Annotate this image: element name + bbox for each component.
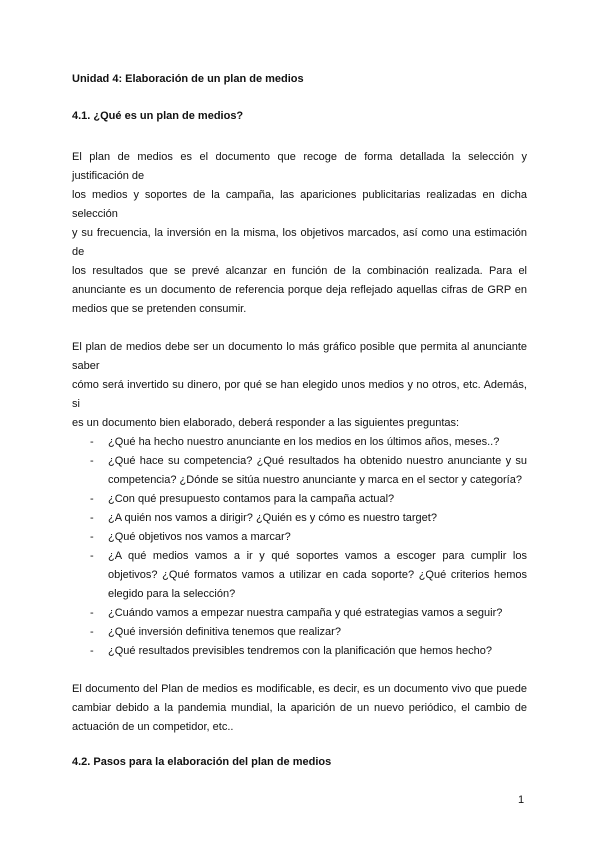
text-line: El plan de medios debe ser un documento lo más gráfico posible que permita al anunciante (72, 341, 527, 353)
text-line: El plan de medios es el documento que recoge de forma detallada la selección y (72, 151, 527, 163)
text-line: y su frecuencia, la inversión en la misma, los objetivos marcados, así como una estimación (72, 227, 527, 239)
bullet-dash: - (90, 512, 94, 524)
bullet-dash: - (90, 607, 94, 619)
text-line: El documento del Plan de medios es modificable, es decir, es un documento vivo que puede (72, 683, 527, 695)
text-line: anunciante es un documento de referencia porque deja reflejado aquellas cifras de GRP en (72, 284, 527, 296)
text-line: los resultados que se prevé alcanzar en función de la combinación realizada. Para el (72, 265, 527, 277)
text-line: justificación de (72, 170, 145, 182)
text-line: cómo será invertido su dinero, por qué se han elegido unos medios y no otros, etc. Además, (72, 379, 527, 391)
text-line: actuación de un competidor, etc.. (72, 721, 234, 733)
list-item-continuation: objetivos? ¿Qué formatos vamos a utilizar en cada soporte? ¿Qué criterios hemos (108, 569, 527, 581)
bullet-dash: - (90, 531, 94, 543)
bullet-dash: - (90, 645, 94, 657)
unit-title: Unidad 4: Elaboración de un plan de medios (72, 73, 304, 85)
list-item: ¿A qué medios vamos a ir y qué soportes vamos a escoger para cumplir los (108, 550, 527, 562)
bullet-dash: - (90, 436, 94, 448)
text-line: saber (72, 360, 100, 372)
list-item: ¿A quién nos vamos a dirigir? ¿Quién es y cómo es nuestro target? (108, 512, 437, 524)
list-item-continuation: elegido para la selección? (108, 588, 236, 600)
list-item: ¿Qué objetivos nos vamos a marcar? (108, 531, 291, 543)
list-item: ¿Con qué presupuesto contamos para la campaña actual? (108, 493, 395, 505)
page-number: 1 (518, 794, 525, 806)
section-heading-4-2: 4.2. Pasos para la elaboración del plan de medios (72, 756, 332, 768)
list-item: ¿Qué resultados previsibles tendremos con la planificación que hemos hecho? (108, 645, 492, 657)
text-line: si (72, 398, 80, 410)
bullet-dash: - (90, 493, 94, 505)
list-item-continuation: competencia? ¿Dónde se sitúa nuestro anunciante y marca en el sector y categoría? (108, 474, 522, 486)
section-heading-4-1: 4.1. ¿Qué es un plan de medios? (72, 110, 244, 122)
list-item: ¿Qué hace su competencia? ¿Qué resultados ha obtenido nuestro anunciante y su (108, 455, 527, 467)
bullet-dash: - (90, 455, 94, 467)
bullet-dash: - (90, 626, 94, 638)
list-item: ¿Cuándo vamos a empezar nuestra campaña y qué estrategias vamos a seguir? (108, 607, 503, 619)
list-item: ¿Qué inversión definitiva tenemos que realizar? (108, 626, 341, 638)
text-line: los medios y soportes de la campaña, las apariciones publicitarias realizadas en dicha (72, 189, 527, 201)
text-line: de (72, 246, 85, 258)
text-line: selección (72, 208, 118, 220)
bullet-dash: - (90, 550, 94, 562)
text-line: medios que se pretenden consumir. (72, 303, 247, 315)
list-item: ¿Qué ha hecho nuestro anunciante en los medios en los últimos años, meses..? (108, 436, 500, 448)
text-line: es un documento bien elaborado, deberá responder a las siguientes preguntas: (72, 417, 460, 429)
text-line: cambiar debido a la pandemia mundial, la aparición de un nuevo periódico, el cambio de (72, 702, 527, 714)
